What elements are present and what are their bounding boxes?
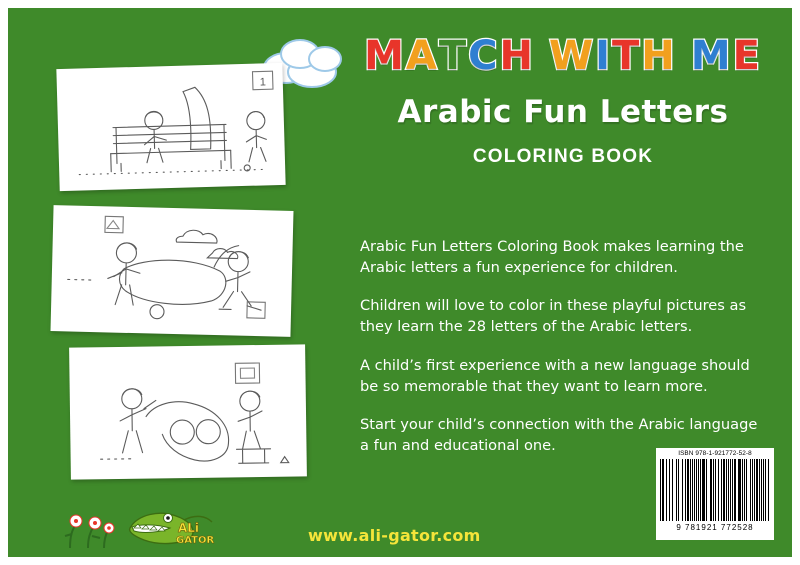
- series-title-letter: [677, 36, 691, 76]
- ean-digits: 9 781921 772528: [676, 523, 754, 533]
- isbn-label: ISBN 978-1-921772-52-8: [678, 450, 752, 457]
- series-title-letter: M: [364, 33, 406, 79]
- series-title-letter: H: [499, 33, 535, 79]
- illustration-card: [50, 205, 293, 337]
- barcode-bars: [660, 459, 770, 521]
- paragraph: Children will love to color in these playful pictures as they learn the 28 letters of the Arabic letters.: [360, 297, 747, 336]
- paragraph: Arabic Fun Letters Coloring Book makes learning the Arabic letters a fun experience for children.: [360, 238, 744, 277]
- series-title-letter: T: [438, 33, 469, 79]
- kicker-label: COLORING BOOK: [472, 146, 654, 167]
- series-title: [348, 33, 778, 79]
- website-url[interactable]: www.ali-gator.com: [308, 526, 481, 545]
- book-title: Arabic Fun Letters: [397, 94, 729, 130]
- paragraph: Start your child’s connection with the Arabic language a fun and educational one.: [360, 415, 758, 455]
- series-title-letter: M: [690, 33, 733, 79]
- barcode-gap: [769, 459, 770, 521]
- svg-text:1: 1: [259, 76, 267, 89]
- publisher-logo: [126, 498, 226, 550]
- paragraph: A child’s first experience with a new language should be so memorable that they want to learn more.: [360, 356, 750, 395]
- series-title-letter: T: [612, 33, 642, 79]
- flowers-icon: [58, 508, 120, 550]
- series-title-letter: [535, 36, 549, 76]
- series-title-letter: C: [468, 33, 500, 79]
- illustration-card: [56, 63, 285, 191]
- illustration-card: [69, 344, 307, 479]
- description-copy: [360, 236, 764, 473]
- series-title-letter: E: [732, 33, 762, 79]
- series-title-letter: H: [641, 33, 677, 79]
- series-title-letter: I: [595, 33, 612, 79]
- series-title-letter: A: [405, 33, 439, 79]
- barcode-block: [656, 448, 774, 540]
- series-title-letter: W: [548, 33, 596, 79]
- cover-panel: [8, 8, 792, 557]
- logo-text-line1: ALi: [178, 521, 200, 535]
- logo-text-line2: GATOR: [176, 535, 215, 546]
- title-block: [348, 26, 778, 168]
